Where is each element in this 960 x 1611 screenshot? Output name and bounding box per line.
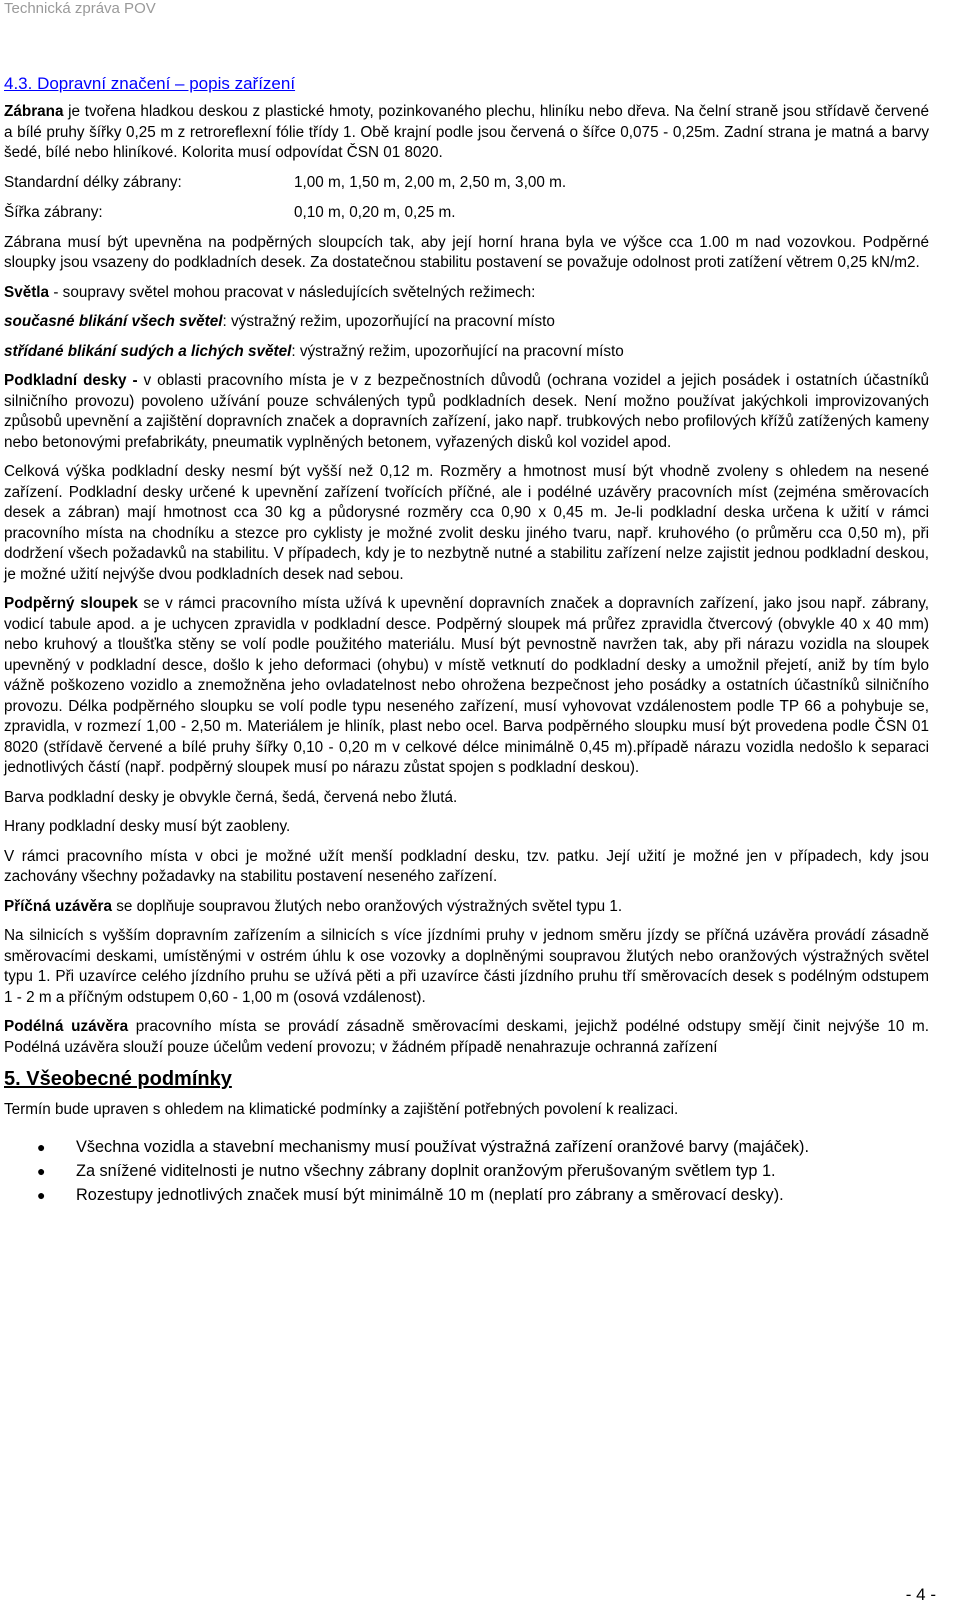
widths-label: Šířka zábrany: — [4, 203, 103, 221]
paragraph-upevneni: Zábrana musí být upevněna na podpěrných sloupcích tak, aby její horní hrana byla ve výšce cca 1.00 m nad vozovkou. Podpěrné sloupky jsou vsazeny do podkladních desek. Za dostatečnou stabilitu postavení se považuje odolnost proti zatížení větrem 0,25 kN/m2. — [4, 233, 929, 271]
paragraph-barva-desky: Barva podkladní desky je obvykle černá, šedá, červená nebo žlutá. — [4, 788, 458, 806]
lengths-value: 1,00 m, 1,50 m, 2,00 m, 2,50 m, 3,00 m. — [294, 173, 567, 191]
list-item: ● Za snížené viditelnosti je nutno všechny zábrany doplnit oranžovým přerušovaným světlem typ 1. — [37, 1161, 776, 1180]
section-4-3-title: 4.3. Dopravní značení – popis zařízení — [4, 74, 296, 93]
paragraph-svetla: Světla - soupravy světel mohou pracovat v následujících světelných režimech: — [4, 283, 536, 301]
list-item: ● Všechna vozidla a stavební mechanismy musí používat výstražná zařízení oranžové barvy (majáček). — [37, 1137, 809, 1156]
paragraph-soucasne-blikani: současné blikání všech světel: výstražný režim, upozorňující na pracovní místo — [4, 313, 555, 330]
page-number: - 4 - — [905, 1585, 936, 1604]
paragraph-termin: Termín bude upraven s ohledem na klimatické podmínky a zajištění potřebných povolení k realizaci. — [4, 1101, 679, 1118]
bullet-icon: ● — [37, 1162, 46, 1179]
paragraph-podkladni-desky: Podkladní desky - v oblasti pracovního místa je v z bezpečnostních důvodů (ochrana vozidel a jejich posádek i ostatních účastníků silničního provozu) povoleno užívání pouze schválených typů podkladních desek. Není možno používat jakýchkoli improvizovaných způsobů upevnění a zajištění dopravních značek a dopravních zařízení, jako např. trubkových nebo profilových křížů zatížených kameny nebo betonovými prefabrikáty, pneumatik vyplněných betonem, vyřazených disků kol vozidel apod. — [4, 372, 929, 451]
document-header: Technická zpráva POV — [4, 0, 156, 17]
lengths-label: Standardní délky zábrany: — [4, 173, 182, 191]
lengths-row — [4, 173, 929, 193]
paragraph-hrany-desky: Hrany podkladní desky musí být zaobleny. — [4, 818, 291, 835]
page-body — [4, 74, 929, 1209]
paragraph-pricna-uzavera: Příčná uzávěra se doplňuje soupravou žlutých nebo oranžových výstražných světel typu 1. — [4, 897, 623, 915]
widths-row — [4, 203, 929, 223]
bullet-icon: ● — [37, 1138, 46, 1155]
paragraph-vyska-desky: Celková výška podkladní desky nesmí být vyšší než 0,12 m. Rozměry a hmotnost musí být vhodně zvoleny s ohledem na nesené zařízení. Podkladní desky určené k upevnění zařízení tvořících příčné, ale i podélné uzávěry pracovních míst (zejména směrovacích desek a zábran) mají hmotnost cca 30 kg a půdorysné rozměry cca 0,90 x 0,45 m. Je-li podkladní deska určena k užití v rámci pracovního místa na chodníku a stezce pro cyklisty je možné zvolit desku jiného tvaru, např. kruhového (o průměru cca 0,50 m), při dodržení všech požadavků na stabilitu. V případech, kdy je to nezbytně nutné a stabilitu zařízení nelze zajistit jednou podkladní deskou, je možné užití nejvýše dvou podkladních desek nad sebou. — [4, 463, 929, 583]
widths-value: 0,10 m, 0,20 m, 0,25 m. — [294, 203, 456, 221]
list-item: ● Rozestupy jednotlivých značek musí být minimálně 10 m (neplatí pro zábrany a směrovací desky). — [37, 1185, 784, 1204]
bullet-icon: ● — [37, 1186, 46, 1203]
paragraph-stridane-blikani: střídané blikání sudých a lichých světel: výstražný režim, upozorňující na pracovní místo — [4, 342, 624, 360]
paragraph-zabrana: Zábrana je tvořena hladkou deskou z plastické hmoty, pozinkovaného plechu, hliníku nebo dřeva. Na čelní straně jsou střídavě červené a bílé pruhy šířky 0,25 m z retroreflexní fólie třídy 1. Obě krajní podle jsou červená o šířce 0,075 - 0,25m. Zadní strana je matná a barvy šedé, bílé nebo hliníkové. Kolorita musí odpovídat ČSN 01 8020. — [4, 103, 929, 161]
paragraph-patka: V rámci pracovního místa v obci je možné užít menší podkladní desku, tzv. patku. Její užití je možné jen v případech, kdy jsou zachovány všechny požadavky na stabilitu postavení neseného zařízení. — [4, 847, 929, 885]
section-5-title: 5. Všeobecné podmínky — [4, 1068, 232, 1090]
paragraph-silnice: Na silnicích s vyšším dopravním zařízením a silnicích s více jízdními pruhy v jednom směru jízdy se příčná uzávěra provádí zásadně směrovacími deskami, umístěnými v ostrém úhlu k ose vozovky a doplněnými soupravou žlutých nebo oranžových výstražných světel typu 1. Při uzavírce celého jízdního pruhu se užívá pěti a při uzavírce části jízdního pruhu tří směrovacích desek s podélným odstupem 1 - 2 m a příčným odstupem 0,60 - 1,00 m (osová vzdálenost). — [4, 927, 929, 1006]
paragraph-podelna-uzavera: Podélná uzávěra pracovního místa se provádí zásadně směrovacími deskami, jejichž podélné odstupy smějí činit nejvýše 10 m. Podélná uzávěra slouží pouze účelům vedení provozu; v žádném případě nenahrazuje ochranná zařízení — [4, 1018, 929, 1056]
paragraph-podperny-sloupek: Podpěrný sloupek se v rámci pracovního místa užívá k upevnění dopravních značek a dopravních zařízení, jako jsou např. zábrany, vodicí tabule apod. a je uchycen zpravidla v podkladní desce. Podpěrný sloupek má průřez zpravidla čtvercový (obvykle 40 x 40 mm) nebo kruhový a tloušťka stěny se volí podle použitého materiálu. Musí být pevnostně navržen tak, aby při nárazu vozidla na sloupek upevněný v podkladní desce, došlo k jeho deformaci (ohybu) v místě vetknutí do podkladní desky a umožnil přejetí, aniž by tím bylo vážně poškozeno vozidlo a znemožněna jeho ovladatelnost nebo ohrožena bezpečnost jeho posádky a ostatních účastníků silničního provozu. Délka podpěrného sloupku se volí podle typu neseného zařízení, musí vyhovovat vzdálenostem podle TP 66 a pohybuje se, zpravidla, v rozmezí 1,00 - 2,50 m. Materiálem je hliník, plast nebo ocel. Barva podpěrného sloupku musí být provedena podle ČSN 01 8020 (střídavě červené a bílé pruhy šířky 0,10 - 0,20 m v celkové délce minimálně 0,45 m).případě nárazu vozidla nedošlo k separaci jednotlivých částí (např. podpěrný sloupek musí po nárazu zůstat spojen s podkladní deskou). — [4, 595, 929, 776]
conditions-list — [4, 1137, 929, 1206]
